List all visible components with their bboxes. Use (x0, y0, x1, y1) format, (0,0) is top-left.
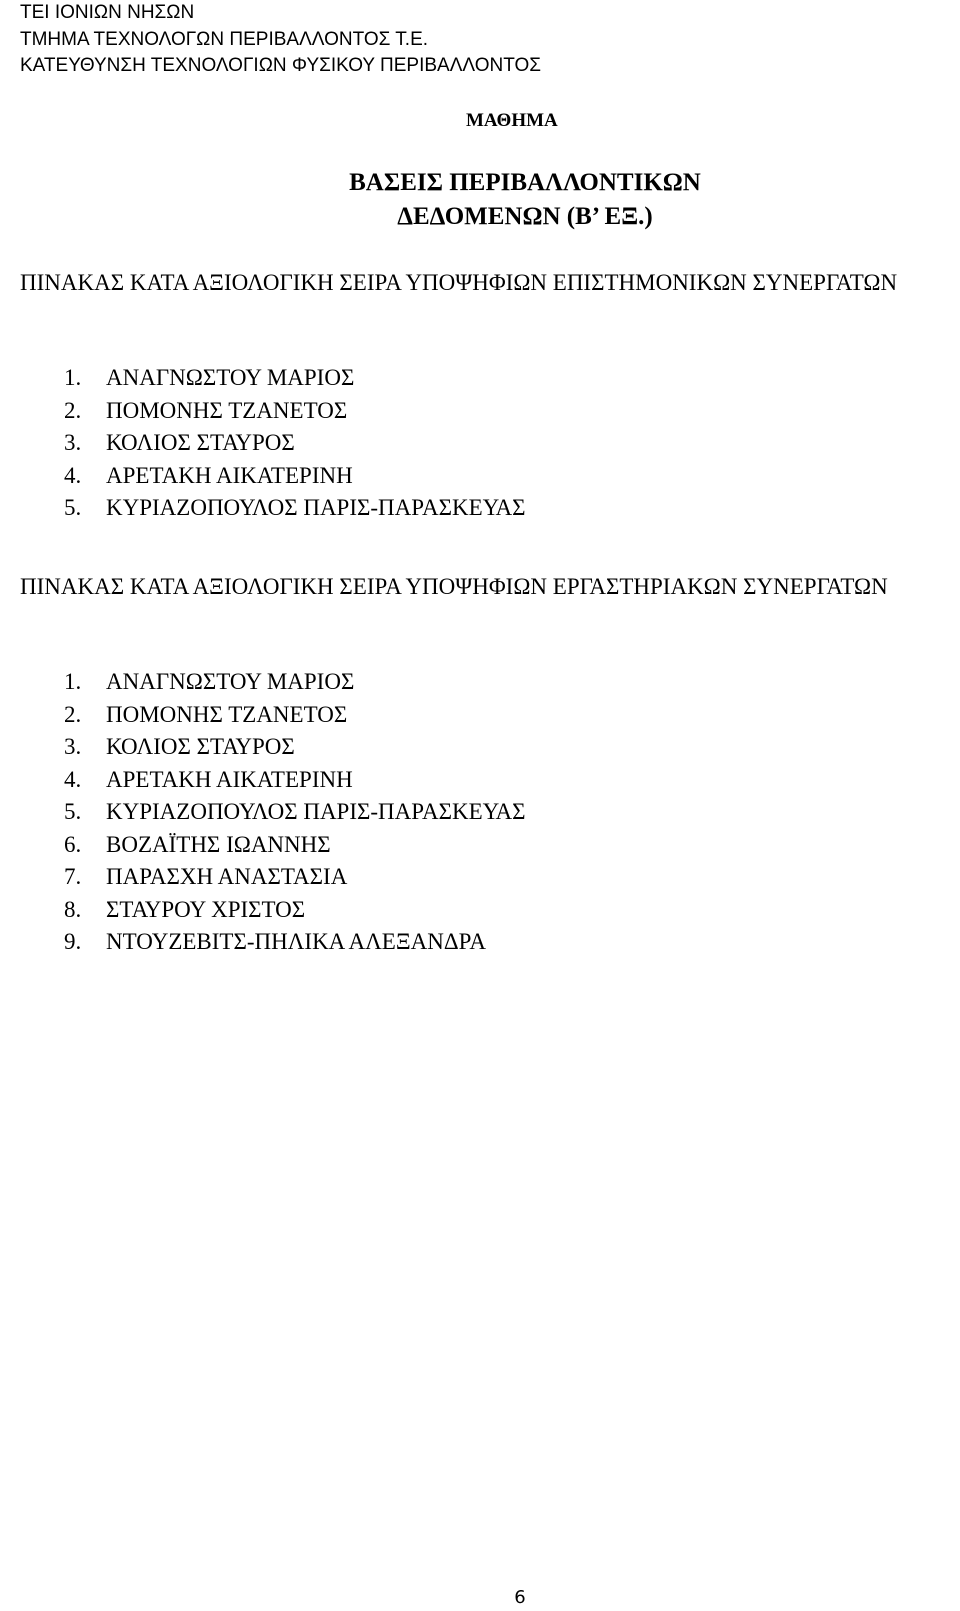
candidate-name: ΝΤΟΥΖΕΒΙΤΣ-ΠΗΛΙΚΑ ΑΛΕΞΑΝΔΡΑ (106, 929, 486, 954)
list-item (64, 764, 525, 797)
item-number: 4. (64, 462, 82, 488)
candidate-name: ΑΝΑΓΝΩΣΤΟΥ ΜΑΡΙΟΣ (106, 365, 355, 390)
item-number: 5. (64, 799, 82, 824)
institution-name: ΤΕΙ ΙΟΝΙΩΝ ΝΗΣΩΝ (20, 2, 195, 23)
candidate-name: ΠΑΡΑΣΧΗ ΑΝΑΣΤΑΣΙΑ (106, 864, 348, 889)
candidate-name: ΑΡΕΤΑΚΗ ΑΙΚΑΤΕΡΙΝΗ (106, 462, 353, 488)
list-item (64, 829, 525, 862)
item-number: 6. (64, 831, 82, 857)
candidate-name: ΑΝΑΓΝΩΣΤΟΥ ΜΑΡΙΟΣ (106, 669, 355, 694)
list-item (64, 395, 525, 428)
candidate-name: ΠΟΜΟΝΗΣ ΤΖΑΝΕΤΟΣ (106, 397, 348, 423)
candidate-name: ΒΟΖΑΪΤΗΣ ΙΩΑΝΝΗΣ (106, 831, 331, 857)
specialization-name: ΚΑΤΕΥΘΥΝΣΗ ΤΕΧΝΟΛΟΓΙΩΝ ΦΥΣΙΚΟΥ ΠΕΡΙΒΑΛΛΟΝΤΟΣ (20, 55, 541, 76)
item-number: 2. (64, 397, 82, 423)
item-number: 1. (64, 365, 82, 390)
item-number: 3. (64, 734, 82, 759)
candidate-name: ΚΟΛΙΟΣ ΣΤΑΥΡΟΣ (106, 430, 295, 455)
candidate-name: ΑΡΕΤΑΚΗ ΑΙΚΑΤΕΡΙΝΗ (106, 766, 353, 792)
candidate-name: ΣΤΑΥΡΟΥ ΧΡΙΣΤΟΣ (106, 896, 306, 922)
course-label: ΜΑΘΗΜΑ (466, 110, 558, 131)
list-item (64, 362, 525, 395)
laboratory-collaborators-list (64, 666, 525, 959)
list-item (64, 796, 525, 829)
list-item (64, 427, 525, 460)
list-item (64, 666, 525, 699)
candidate-name: ΚΟΛΙΟΣ ΣΤΑΥΡΟΣ (106, 734, 295, 759)
list-item (64, 894, 525, 927)
list-item (64, 699, 525, 732)
laboratory-collaborators-heading: ΠΙΝΑΚΑΣ ΚΑΤΑ ΑΞΙΟΛΟΓΙΚΗ ΣΕΙΡΑ ΥΠΟΨΗΦΙΩΝ ΕΡΓΑΣΤΗΡΙΑΚΩΝ ΣΥΝΕΡΓΑΤΩΝ (20, 574, 888, 599)
item-number: 3. (64, 430, 82, 455)
item-number: 2. (64, 701, 82, 727)
item-number: 8. (64, 896, 82, 922)
item-number: 5. (64, 495, 82, 520)
list-item (64, 926, 525, 959)
item-number: 1. (64, 669, 82, 694)
list-item (64, 731, 525, 764)
list-item (64, 492, 525, 525)
candidate-name: ΠΟΜΟΝΗΣ ΤΖΑΝΕΤΟΣ (106, 701, 348, 727)
candidate-name: ΚΥΡΙΑΖΟΠΟΥΛΟΣ ΠΑΡΙΣ-ΠΑΡΑΣΚΕΥΑΣ (106, 495, 526, 520)
scientific-collaborators-list (64, 362, 525, 525)
scientific-collaborators-heading: ΠΙΝΑΚΑΣ ΚΑΤΑ ΑΞΙΟΛΟΓΙΚΗ ΣΕΙΡΑ ΥΠΟΨΗΦΙΩΝ ΕΠΙΣΤΗΜΟΝΙΚΩΝ ΣΥΝΕΡΓΑΤΩΝ (20, 270, 898, 295)
course-title-line1: ΒΑΣΕΙΣ ΠΕΡΙΒΑΛΛΟΝΤΙΚΩΝ (349, 169, 701, 196)
list-item (64, 861, 525, 894)
list-item (64, 460, 525, 493)
item-number: 7. (64, 864, 82, 889)
department-name: ΤΜΗΜΑ ΤΕΧΝΟΛΟΓΩΝ ΠΕΡΙΒΑΛΛΟΝΤΟΣ Τ.Ε. (20, 29, 429, 50)
item-number: 4. (64, 766, 82, 792)
item-number: 9. (64, 929, 82, 954)
candidate-name: ΚΥΡΙΑΖΟΠΟΥΛΟΣ ΠΑΡΙΣ-ΠΑΡΑΣΚΕΥΑΣ (106, 799, 526, 824)
course-title-line2: ΔΕΔΟΜΕΝΩΝ (Β’ ΕΞ.) (397, 203, 653, 230)
page-number: 6 (514, 1587, 526, 1608)
